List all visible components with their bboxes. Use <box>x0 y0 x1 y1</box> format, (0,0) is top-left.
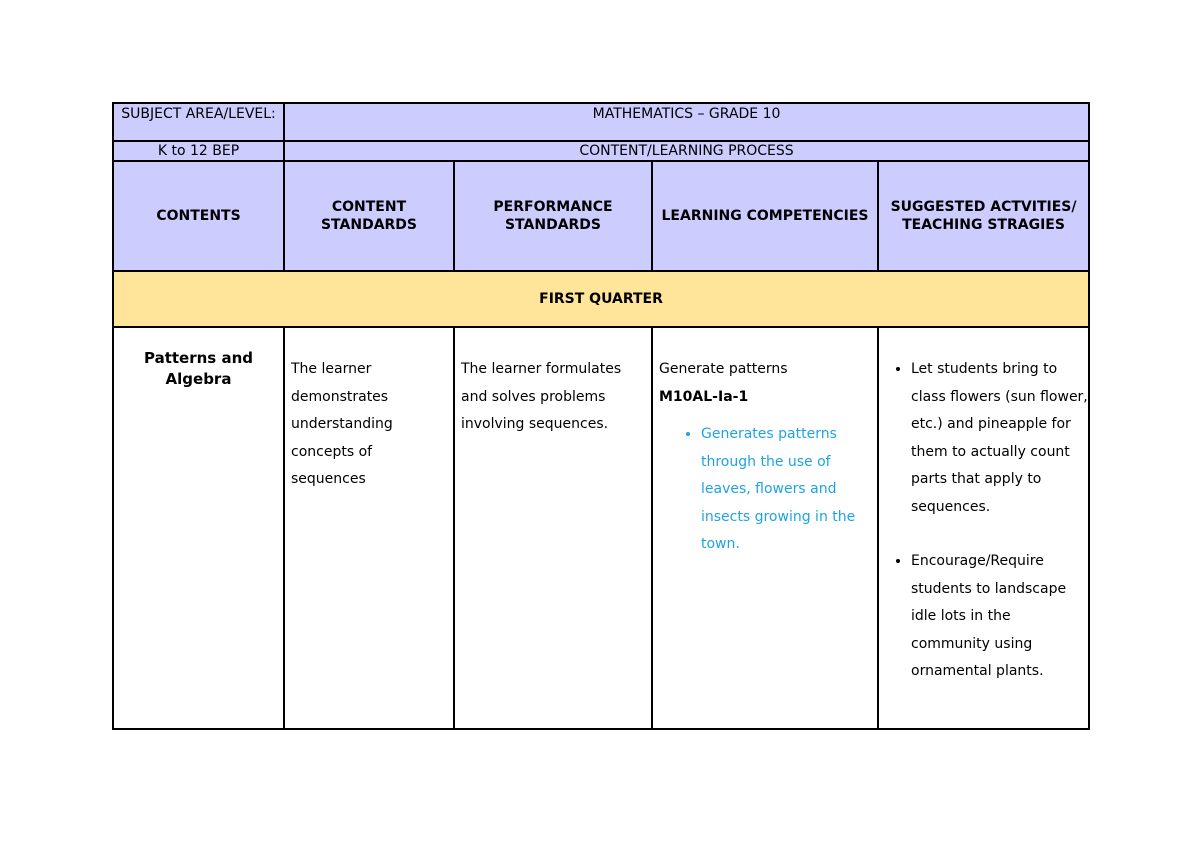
list-item: • Let students bring to class flowers (sun flower, etc.) and pineapple for them to actually count parts that apply to sequences. <box>911 356 1088 521</box>
column-header-suggested-activities: SUGGESTED ACTVITIES/ TEACHING STRAGIES <box>878 161 1089 271</box>
competency-title: Generate patterns <box>659 361 788 377</box>
program-row <box>113 141 1089 161</box>
subject-area-label: SUBJECT AREA/LEVEL: <box>113 103 284 141</box>
learning-competency-cell <box>652 327 878 729</box>
competency-detail-list <box>659 421 871 559</box>
program-label: K to 12 BEP <box>113 141 284 161</box>
column-header-learning-competencies: LEARNING COMPETENCIES <box>652 161 878 271</box>
subject-row <box>113 103 1089 141</box>
competency-detail: • Generates patterns through the use of leaves, flowers and insects growing in the town. <box>701 421 871 559</box>
topic-cell <box>113 327 284 729</box>
list-item: • Encourage/Require students to landscape idle lots in the community using ornamental plants. <box>911 548 1088 686</box>
activities-cell <box>878 327 1089 729</box>
activities-list <box>879 356 1088 686</box>
column-header-row <box>113 161 1089 271</box>
content-standard-cell <box>284 327 454 729</box>
competency-code: M10AL-Ia-1 <box>659 388 749 405</box>
content-standard-text: The learner demonstrates understanding concepts of sequences <box>291 361 393 487</box>
topic-title: Patterns and Algebra <box>144 349 253 388</box>
quarter-banner: FIRST QUARTER <box>113 271 1089 327</box>
competency-block <box>653 328 877 559</box>
column-header-contents: CONTENTS <box>113 161 284 271</box>
column-header-performance-standards: PERFORMANCE STANDARDS <box>454 161 652 271</box>
column-header-content-standards: CONTENT STANDARDS <box>284 161 454 271</box>
curriculum-table <box>112 102 1090 730</box>
program-value: CONTENT/LEARNING PROCESS <box>284 141 1089 161</box>
table-row <box>113 327 1089 729</box>
performance-standard-cell <box>454 327 652 729</box>
performance-standard-text: The learner formulates and solves problems involving sequences. <box>461 361 622 432</box>
subject-area-value: MATHEMATICS – GRADE 10 <box>284 103 1089 141</box>
quarter-row <box>113 271 1089 327</box>
